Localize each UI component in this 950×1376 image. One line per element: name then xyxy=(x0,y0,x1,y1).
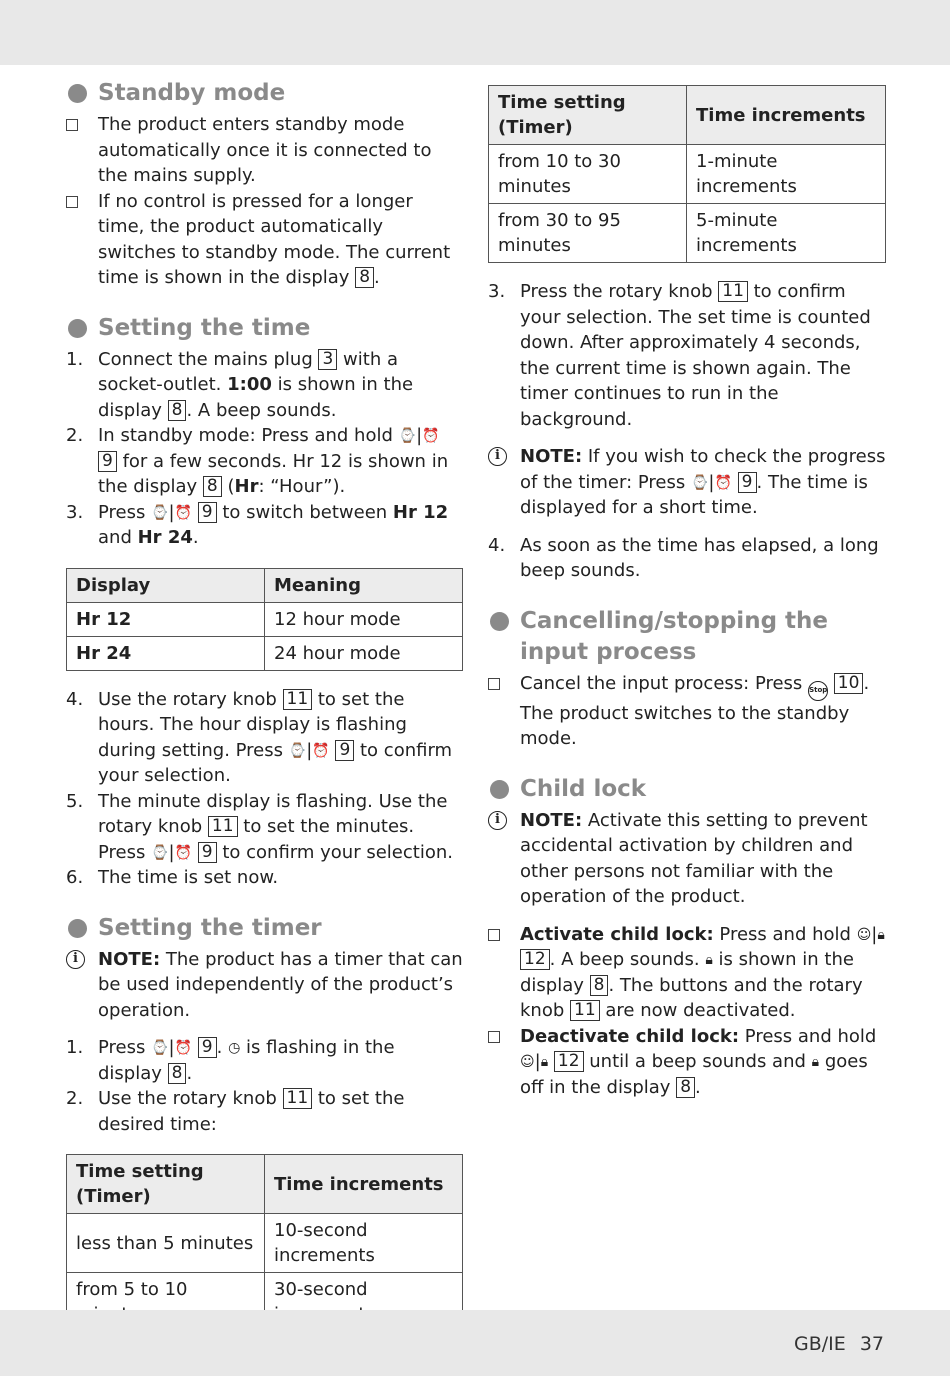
bold-text: Hr xyxy=(234,476,259,497)
lock-icon: 🔒︎ xyxy=(811,1054,820,1070)
step-text: Connect the mains plug xyxy=(98,348,313,370)
table-header-row xyxy=(67,568,463,602)
ref-box: 11 xyxy=(718,281,748,302)
step-item: 5. The minute display is flashing. Use the rotary knob 11 to set the minutes. Press ⌚|⏰ 9 to confirm your selection. xyxy=(66,790,453,863)
step-text: . xyxy=(186,1062,193,1084)
step-number: 1. xyxy=(66,1037,84,1058)
step-text: Press xyxy=(98,1037,146,1058)
ref-box: 9 xyxy=(335,740,354,761)
step-number: 3. xyxy=(66,501,84,523)
bullet-dot xyxy=(68,319,87,338)
step-item: 1. Press ⌚|⏰ 9 . ◷ is flashing in the display 8 . xyxy=(66,1037,395,1084)
square-bullet-icon xyxy=(66,119,78,131)
table-row xyxy=(67,1214,463,1273)
lock-icon: 🔒︎ xyxy=(705,952,713,968)
page-footer xyxy=(794,1332,884,1358)
child-icon: ☺ xyxy=(520,1054,535,1070)
info-icon: i xyxy=(66,950,85,969)
step-number: 1. xyxy=(66,348,84,370)
item-text: Press and hold xyxy=(719,923,851,945)
note-text: If you wish to check the progress of the timer: Press xyxy=(520,446,886,493)
note-text: Activate this setting to prevent accidental activation by children and other persons not familiar with the operation of the product. xyxy=(520,809,868,907)
square-bullet-icon xyxy=(488,678,500,690)
ref-box: 12 xyxy=(554,1051,584,1072)
table-row xyxy=(489,145,886,204)
item-text: If no control is pressed for a longer time, the product automatically switches to standby mode. The current time is shown in the display xyxy=(98,190,451,288)
step-text: : “Hour”). xyxy=(258,476,346,497)
table-cell: from 5 to 10 xyxy=(67,1273,265,1332)
square-bullet-icon xyxy=(66,196,78,208)
list-item xyxy=(66,112,463,189)
ref-box: 9 xyxy=(98,451,117,472)
item-text: Press and hold xyxy=(744,1025,877,1047)
ref-box: 12 xyxy=(520,949,550,970)
bullet-dot xyxy=(490,612,509,631)
table-header: Time increments xyxy=(687,86,886,145)
step-item xyxy=(488,279,886,432)
table-row xyxy=(67,602,463,636)
step-item: 3. Press ⌚|⏰ 9 to switch between Hr 12 and Hr 24. xyxy=(66,501,449,548)
step-text: . xyxy=(216,1037,223,1058)
list-item: Activate child lock: Press and hold ☺|🔒︎ 12 . A beep sounds. 🔒︎ is shown in the display 8 . The buttons and the rotary knob 11 are now deactivated. xyxy=(488,922,886,1024)
note-item xyxy=(66,947,463,1024)
step-text: to confirm your selection. xyxy=(98,739,453,786)
table-cell: 1-minute increments xyxy=(687,145,886,204)
step-item: 4. Use the rotary knob 11 to set the hours. The hour display is flashing during setting. Press ⌚|⏰ 9 to confirm your selection. xyxy=(66,688,453,786)
step-number: 6. xyxy=(66,867,84,888)
item-text: Cancel the input process: Press xyxy=(520,672,803,694)
heading-text: Setting the timer xyxy=(98,914,322,941)
step-text: . A beep sounds. xyxy=(186,399,337,421)
table-cell: from 30 to 95 minutes xyxy=(489,204,687,263)
clock-icon: ⌚ xyxy=(690,474,709,491)
step-text: is shown in the display xyxy=(98,374,414,421)
note-label: NOTE: xyxy=(520,446,583,467)
alarm-icon: ⏰ xyxy=(312,742,330,759)
step-number: 2. xyxy=(66,1088,84,1109)
heading-standby xyxy=(66,78,463,109)
ref-box: 11 xyxy=(283,1088,313,1109)
item-text: goes off in the display xyxy=(520,1051,868,1098)
table-cell: Hr 12 xyxy=(67,602,265,636)
alarm-icon: ⏰ xyxy=(422,428,440,444)
step-number: 5. xyxy=(66,790,84,812)
step-text: to confirm your selection. xyxy=(222,841,453,863)
timer-icon: ◷ xyxy=(228,1040,241,1056)
ref-box: 11 xyxy=(283,689,313,710)
alarm-icon: ⏰ xyxy=(174,504,193,521)
note-text: The product has a timer that can be used independently of the product’s operation. xyxy=(98,948,463,1021)
table-cell: 5-minute increments xyxy=(687,204,886,263)
table-cell: Hr 24 xyxy=(67,636,265,670)
heading-setting-time xyxy=(66,313,463,344)
square-bullet-icon xyxy=(488,929,500,941)
step-number: 4. xyxy=(66,688,84,710)
table-cell: 12 hour mode xyxy=(265,602,463,636)
step-text: to set the hours. The hour display is flashing during setting. Press xyxy=(98,688,407,761)
step-text: for a few seconds. Hr 12 is shown in the display xyxy=(98,450,449,497)
list-item: Deactivate child lock: Press and hold ☺|🔒︎ 12 until a beep sounds and 🔒︎ goes off in the display 8 . xyxy=(488,1024,886,1101)
item-text: . xyxy=(695,1076,701,1098)
note-label: NOTE: xyxy=(520,809,583,831)
ref-box: 10 xyxy=(834,673,864,694)
list-item: If no control is pressed for a longer time, the product automatically switches to standby mode. The current time is shown in the display 8 . xyxy=(66,189,463,291)
ref-box: 8 xyxy=(168,400,187,421)
lock-icon: 🔒︎ xyxy=(540,1054,549,1070)
item-text: The product enters standby mode automatically once it is connected to the mains supply. xyxy=(98,114,432,186)
step-item xyxy=(66,865,463,891)
alarm-icon: ⏰ xyxy=(174,844,193,861)
item-text: is shown in the display xyxy=(520,949,854,996)
top-band xyxy=(0,0,950,65)
step-number: 4. xyxy=(488,534,506,556)
table-header-row xyxy=(67,1155,463,1214)
table-header: Time setting (Timer) xyxy=(489,86,687,145)
alarm-icon: ⏰ xyxy=(174,1040,193,1056)
bullet-dot xyxy=(68,919,87,938)
step-text: and xyxy=(98,527,132,548)
list-item xyxy=(488,671,886,752)
item-text: are now deactivated. xyxy=(605,1000,796,1021)
heading-text: Child lock xyxy=(520,775,647,802)
lock-icon: 🔒︎ xyxy=(877,926,885,943)
heading-text: Cancelling/stopping the input process xyxy=(520,607,829,665)
step-item xyxy=(66,347,463,424)
step-text: The time is set now. xyxy=(98,867,279,888)
bold-text: 1:00 xyxy=(227,374,272,395)
heading-text: Setting the time xyxy=(98,314,311,341)
step-item xyxy=(488,533,886,584)
ref-box: 8 xyxy=(590,975,609,996)
table-header: Time setting (Timer) xyxy=(67,1155,265,1214)
step-item xyxy=(66,1086,463,1137)
ref-box: 11 xyxy=(208,816,238,837)
step-text: Press the rotary knob xyxy=(520,281,713,302)
ref-box: 8 xyxy=(355,267,374,288)
clock-icon: ⌚ xyxy=(151,844,169,861)
step-text: As soon as the time has elapsed, a long beep sounds. xyxy=(520,534,879,581)
table-cell: from 10 to 30 minutes xyxy=(489,145,687,204)
step-number: 3. xyxy=(488,281,506,302)
heading-setting-timer xyxy=(66,913,463,944)
table-row xyxy=(489,204,886,263)
table-header-row xyxy=(489,86,886,145)
ref-box: 11 xyxy=(570,1000,600,1021)
table-header: Meaning xyxy=(265,568,463,602)
step-item: 2. In standby mode: Press and hold ⌚|⏰ 9 for a few seconds. Hr 12 is shown in the display 8 (Hr: “Hour”). xyxy=(66,425,449,497)
timer-increments-table-continued xyxy=(488,85,886,263)
child-icon: ☺ xyxy=(856,926,872,943)
page-number: 37 xyxy=(859,1333,884,1355)
note-label: NOTE: xyxy=(98,948,161,970)
alarm-icon: ⏰ xyxy=(714,474,732,491)
table-cell: 24 hour mode xyxy=(265,636,463,670)
bold-label: Activate child lock: xyxy=(520,923,714,945)
step-number: 2. xyxy=(66,425,84,446)
item-text: . A beep sounds. xyxy=(549,949,700,970)
step-text: is flashing in the display xyxy=(98,1037,395,1084)
table-cell: 10-second increments xyxy=(265,1214,463,1273)
ref-box: 9 xyxy=(738,472,757,493)
square-bullet-icon xyxy=(488,1031,500,1043)
step-text: to switch between xyxy=(222,501,388,523)
step-text: . xyxy=(192,527,199,548)
clock-icon: ⌚ xyxy=(288,742,307,759)
timer-increments-table xyxy=(66,1154,463,1332)
ref-box: 8 xyxy=(676,1077,695,1098)
step-text: to set the desired time: xyxy=(98,1088,405,1135)
info-icon: i xyxy=(488,811,507,830)
bullet-dot xyxy=(490,780,509,799)
step-text: ( xyxy=(227,476,235,497)
item-text: . The buttons and the rotary knob xyxy=(520,974,863,1021)
bold-text: Hr 24 xyxy=(137,527,193,548)
item-text: until a beep sounds and xyxy=(589,1051,806,1072)
region-label: GB/IE xyxy=(793,1333,846,1355)
step-text: In standby mode: Press and hold xyxy=(98,425,393,446)
note-item xyxy=(488,808,886,910)
info-icon: i xyxy=(488,447,507,466)
note-item: i NOTE: If you wish to check the progress of the timer: Press ⌚|⏰ 9 . The time is displayed for a short time. xyxy=(488,444,886,521)
ref-box: 9 xyxy=(198,1037,217,1058)
ref-box: 8 xyxy=(203,476,222,497)
note-text: . The time is displayed for a short time. xyxy=(520,471,868,518)
heading-cancelling xyxy=(488,606,886,668)
step-text: Use the rotary knob xyxy=(98,688,277,710)
heading-child-lock xyxy=(488,774,886,805)
step-text: with a socket-outlet. xyxy=(98,348,398,395)
bold-text: Hr 12 xyxy=(392,501,449,523)
step-text: Press xyxy=(98,501,146,523)
bullet-dot xyxy=(68,84,87,103)
table-cell: 30-second xyxy=(265,1273,463,1332)
ref-box: 9 xyxy=(198,842,217,863)
table-header: Time increments xyxy=(265,1155,463,1214)
table-header: Display xyxy=(67,568,265,602)
step-text: Use the rotary knob xyxy=(98,1088,277,1109)
right-column xyxy=(488,85,886,1100)
step-text: The minute display is flashing. Use the rotary knob xyxy=(98,790,448,837)
ref-box: 9 xyxy=(198,502,217,523)
item-text: . The product switches to the standby mode. xyxy=(520,672,870,749)
stop-icon: Stop xyxy=(808,681,828,701)
table-cell: less than 5 minutes xyxy=(67,1214,265,1273)
bold-label: Deactivate child lock: xyxy=(520,1025,740,1047)
clock-icon: ⌚ xyxy=(398,428,417,444)
display-meaning-table xyxy=(66,568,463,671)
left-column xyxy=(66,78,463,1332)
clock-icon: ⌚ xyxy=(151,1040,169,1056)
step-text: to set the minutes. Press xyxy=(98,816,415,863)
heading-text: Standby mode xyxy=(98,80,286,106)
clock-icon: ⌚ xyxy=(151,504,169,521)
ref-box: 3 xyxy=(318,349,337,370)
step-text: to confirm your selection. The set time is counted down. After approximately 4 seconds, the current time is shown again. The timer continues to run in the background. xyxy=(520,281,871,430)
table-row xyxy=(67,636,463,670)
ref-box: 8 xyxy=(168,1063,187,1084)
